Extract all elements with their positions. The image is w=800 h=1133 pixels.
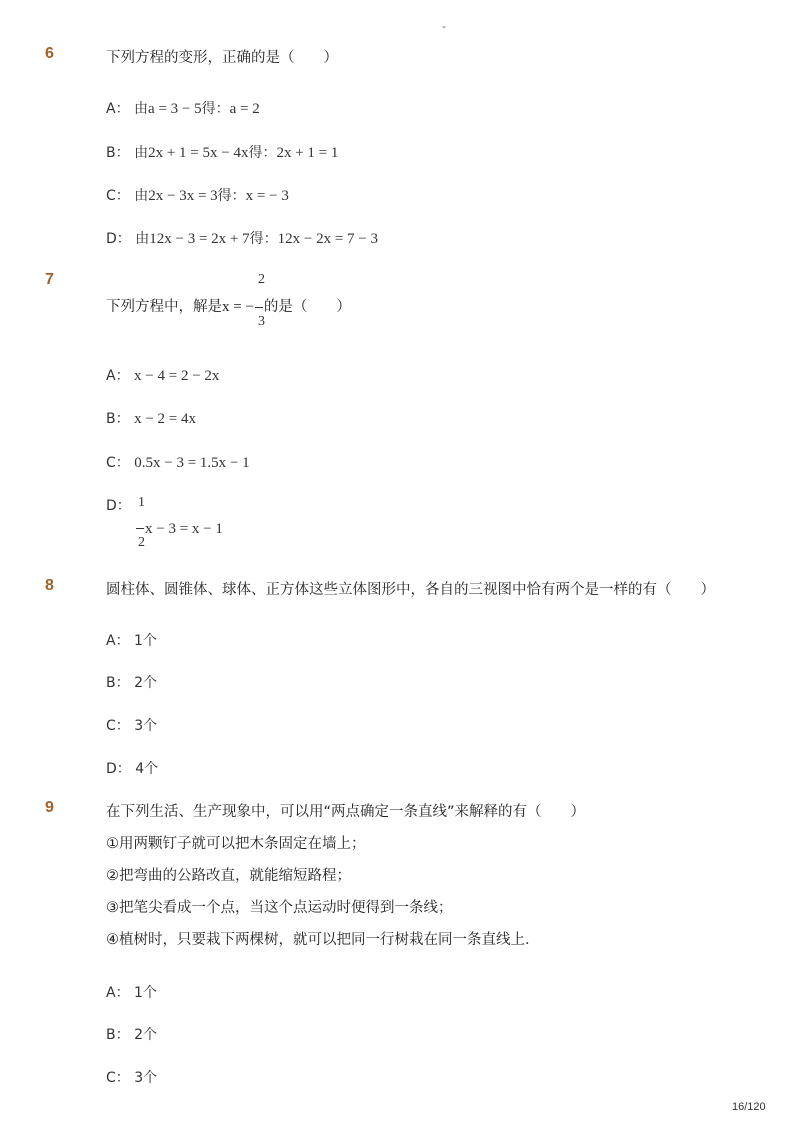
option-8-c[interactable] (106, 715, 157, 735)
statement-4: ④植树时，只要栽下两棵树，就可以把同一行树栽在同一条直线上． (106, 932, 540, 948)
question-number-8: 8 (45, 577, 54, 594)
option-expr: a = 3 − 5 (148, 101, 202, 117)
stem-fraction-numerator: 2 (258, 272, 265, 287)
option-8-d[interactable] (106, 758, 158, 778)
option-7-d-fraction-numerator: 1 (138, 495, 145, 510)
option-label: A： (106, 633, 130, 649)
option-label: B： (106, 675, 130, 691)
option-result: 2x + 1 = 1 (276, 145, 339, 161)
option-result: x = − 3 (245, 188, 289, 204)
question-number-9: 9 (45, 799, 54, 816)
option-label: B： (106, 1027, 130, 1043)
option-expr: 12x − 3 = 2x + 7 (149, 231, 250, 247)
question-stem-8: 圆柱体、圆锥体、球体、正方体这些立体图形中，各自的三视图中恰有两个是一样的有（ ） (106, 582, 715, 598)
option-expr: 0.5x − 3 = 1.5x − 1 (134, 455, 250, 471)
option-result: a = 2 (229, 101, 260, 117)
option-7-d-fraction-denominator: 2 (138, 535, 145, 550)
option-7-b[interactable] (106, 408, 196, 428)
option-label: A： (106, 101, 130, 117)
statement-3: ③把笔尖看成一个点，当这个点运动时便得到一条线； (106, 900, 453, 916)
stem-fraction-bar (255, 307, 263, 308)
option-8-a[interactable] (106, 630, 157, 650)
question-stem-6: 下列方程的变形，正确的是（ ） (106, 50, 338, 66)
question-number-7: 7 (45, 271, 54, 288)
option-mid: 得： (201, 101, 230, 117)
option-text: 3个 (134, 1070, 158, 1086)
option-label: D： (106, 231, 131, 247)
option-label: C： (106, 455, 130, 471)
option-lead: 由 (134, 188, 149, 204)
stem-text-before: 下列方程中，解是 (106, 299, 222, 315)
option-label: B： (106, 411, 130, 427)
question-number-6: 6 (45, 45, 54, 62)
question-stem-7 (106, 295, 351, 316)
option-8-b[interactable] (106, 672, 157, 692)
option-label: B： (106, 145, 130, 161)
option-mid: 得： (249, 231, 278, 247)
option-label: D： (106, 761, 131, 777)
option-lead: 由 (134, 145, 149, 161)
option-result: 12x − 2x = 7 − 3 (277, 231, 379, 247)
option-6-d[interactable] (106, 228, 378, 248)
option-7-d-fraction-bar (136, 528, 144, 529)
option-expr: x − 2 = 4x (134, 411, 196, 427)
question-stem-9: 在下列生活、生产现象中，可以用“两点确定一条直线”来解释的有（ ） (106, 804, 586, 820)
stem-math: x = − (222, 299, 254, 315)
option-6-b[interactable] (106, 142, 338, 162)
option-label: A： (106, 368, 130, 384)
option-expr: x − 3 = x − 1 (145, 521, 223, 537)
option-label: C： (106, 188, 130, 204)
option-text: 4个 (135, 761, 159, 777)
option-text: 1个 (134, 633, 157, 649)
option-9-b[interactable] (106, 1024, 157, 1044)
option-lead: 由 (135, 231, 150, 247)
option-7-a[interactable] (106, 365, 219, 385)
option-text: 3个 (134, 718, 158, 734)
stem-fraction-denominator: 3 (258, 314, 265, 329)
option-7-c[interactable] (106, 452, 250, 472)
option-lead: 由 (134, 101, 149, 117)
header-mark: - (442, 20, 446, 33)
option-text: 2个 (134, 1027, 157, 1043)
option-expr: x − 4 = 2 − 2x (134, 368, 220, 384)
option-expr: 2x − 3x = 3 (148, 188, 218, 204)
option-7-d-expression (136, 518, 223, 538)
option-6-a[interactable] (106, 98, 260, 118)
statement-1: ①用两颗钉子就可以把木条固定在墙上； (106, 836, 366, 852)
option-mid: 得： (217, 188, 246, 204)
option-label: C： (106, 1070, 130, 1086)
option-text: 2个 (134, 675, 157, 691)
statement-2: ②把弯曲的公路改直，就能缩短路程； (106, 868, 351, 884)
option-label: A： (106, 985, 130, 1001)
option-9-c[interactable] (106, 1067, 157, 1087)
option-label: D： (106, 498, 131, 514)
option-6-c[interactable] (106, 185, 289, 205)
option-7-d[interactable] (106, 495, 131, 515)
page-number: 16/120 (732, 1101, 766, 1113)
option-9-a[interactable] (106, 982, 157, 1002)
stem-text-after: 的是（ ） (263, 299, 351, 315)
option-expr: 2x + 1 = 5x − 4x (148, 145, 249, 161)
option-text: 1个 (134, 985, 157, 1001)
option-label: C： (106, 718, 130, 734)
option-mid: 得： (248, 145, 277, 161)
